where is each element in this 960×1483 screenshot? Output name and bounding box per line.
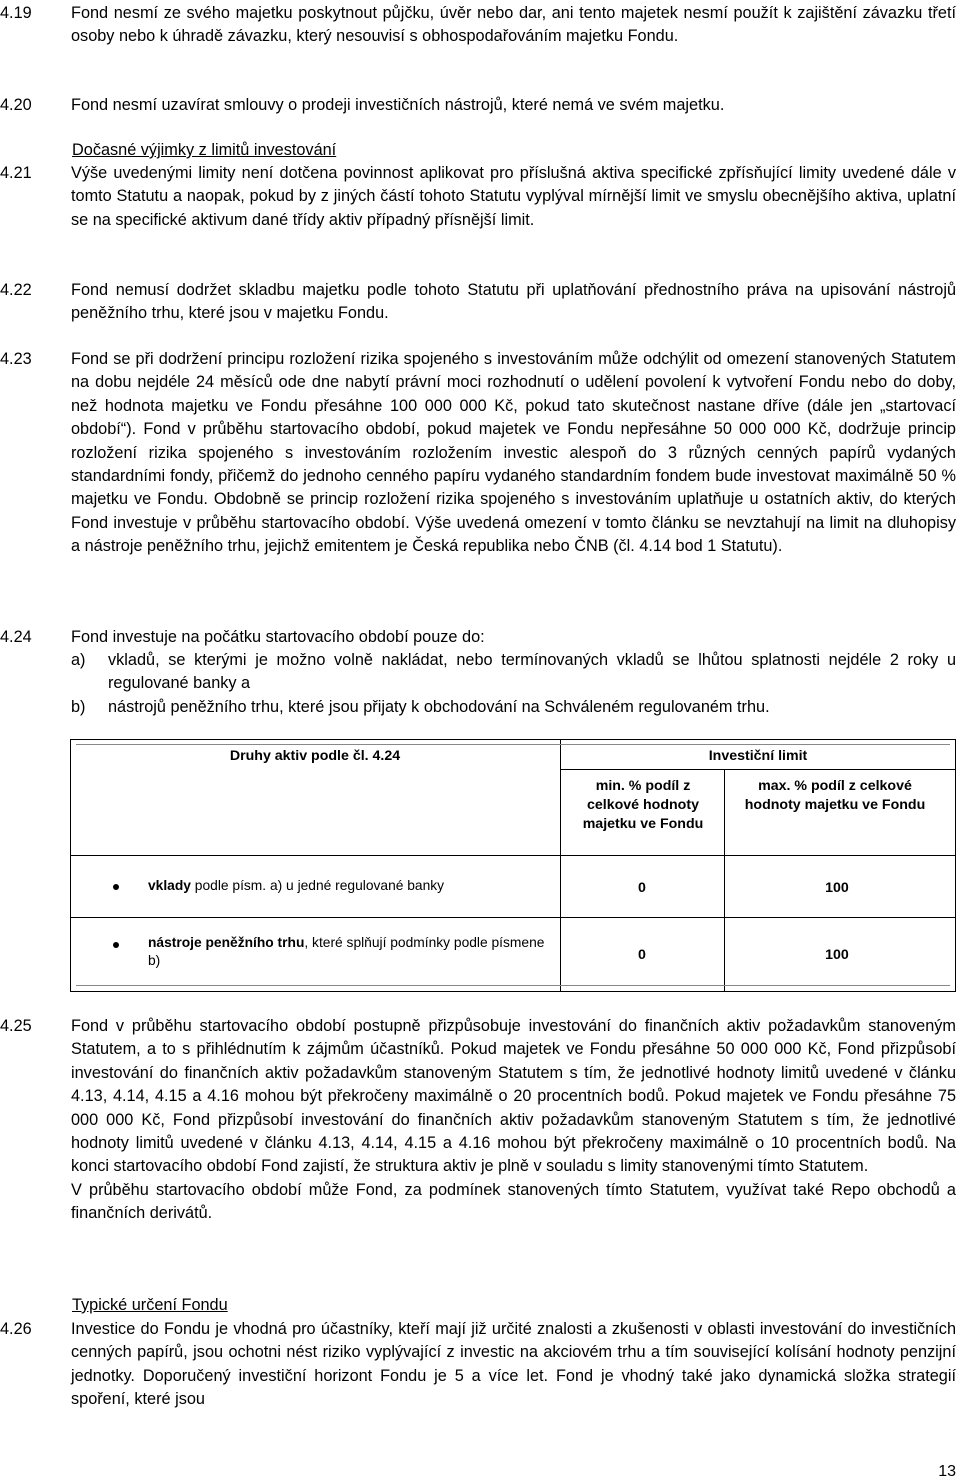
table-row-1-label xyxy=(148,877,558,895)
table-divider xyxy=(70,917,956,918)
row-rest: , které splňují podmínky podle písmene b) xyxy=(148,935,545,968)
table-divider xyxy=(560,739,561,992)
table-row-2-min: 0 xyxy=(638,947,646,963)
header-investment-limit: Investiční limit xyxy=(708,748,808,764)
row-bold: nástroje peněžního trhu xyxy=(148,935,305,950)
table-row-2-label xyxy=(148,934,558,970)
section-text: Investice do Fondu je vhodná pro účastníky, kteří mají již určité znalosti a zkušenosti v oblasti investování do investičních cenných papírů, jsou ochotni nést riziko vyplývající z investic na akciovém trhu a tím související kolísání hodnoty penzijní jednotky. Doporučený investiční horizont Fondu je 5 a více let. Fond je vhodný také jako dynamická složka strategií spoření, které jsou xyxy=(71,1320,956,1409)
table-row-1-max: 100 xyxy=(825,880,849,896)
bullet-icon xyxy=(113,884,119,890)
list-text: vkladů, se kterými je možno volně nakládat, nebo termínovaných vkladů se lhůtou splatnosti nejdéle 2 roky u regulované banky a xyxy=(108,651,956,693)
section-number: 4.22 xyxy=(0,281,32,299)
heading-typical-purpose: Typické určení Fondu xyxy=(72,1296,228,1314)
table-border xyxy=(70,991,956,992)
list-text: nástrojů peněžního trhu, které jsou přijaty k obchodování na Schváleném regulovaném trhu. xyxy=(108,698,770,716)
table-row-2-max: 100 xyxy=(825,947,849,963)
section-text-p1: Fond v průběhu startovacího období postupně přizpůsobuje investování do finančních aktiv požadavkům stanoveným Statutem, a to s přihlédnutím k zájmům účastníků. Pokud majetek ve Fondu přesáhne 50 000 000 Kč, Fond přizpůsobí investování do finančních aktiv požadavkům stanoveným Statutem s tím, že jednotlivé hodnoty limitů uvedené v článku 4.13, 4.14, 4.15 a 4.16 mohou být překročeny maximálně o 20 procentních bodů. Pokud majetek ve Fondu přesáhne 75 000 000 Kč, Fond přizpůsobí investování do finančních aktiv požadavkům stanoveným Statutem s tím, že jednotlivé hodnoty limitů uvedené v článku 4.13, 4.14, 4.15 a 4.16 mohou být překročeny maximálně o 10 procentních bodů. Na konci startovacího období Fond zajistí, že struktura aktiv je plně v souladu s limity stanovenými tímto Statutem. xyxy=(71,1017,956,1176)
table-divider xyxy=(560,769,956,770)
section-text: Fond nesmí uzavírat smlouvy o prodeji investičních nástrojů, které nemá ve svém majetku. xyxy=(71,96,725,114)
table-divider xyxy=(70,855,956,856)
section-number: 4.24 xyxy=(0,628,32,646)
bullet-icon xyxy=(113,942,119,948)
table-border xyxy=(70,739,71,992)
investment-limits-table xyxy=(70,739,956,992)
header-max-share: max. % podíl z celkové hodnoty majetku ve Fondu xyxy=(744,778,926,813)
heading-temporary-exceptions: Dočasné výjimky z limitů investování xyxy=(72,141,337,159)
section-number: 4.19 xyxy=(0,4,32,22)
header-asset-types: Druhy aktiv podle čl. 4.24 xyxy=(229,748,401,764)
row-bold: vklady xyxy=(148,878,191,893)
table-border xyxy=(70,739,956,740)
list-label: b) xyxy=(71,698,86,716)
table-inner-border xyxy=(76,744,950,745)
section-text: Výše uvedenými limity není dotčena povinnost aplikovat pro příslušná aktiva specifické zpřísňující limity uvedené dále v tomto Statutu a naopak, pokud by z jiných částí tohoto Statutu vyplýval mírnější limit ve smyslu obecnějšího aktiva, uplatní se na specifické aktivum dané třídy aktiv případný přísnější limit. xyxy=(71,164,956,229)
table-inner-border xyxy=(76,985,950,986)
section-text: Fond investuje na počátku startovacího období pouze do: xyxy=(71,628,485,646)
table-border xyxy=(955,739,956,992)
section-number: 4.26 xyxy=(0,1320,32,1338)
section-number: 4.21 xyxy=(0,164,32,182)
list-label: a) xyxy=(71,651,86,669)
table-row-1-min: 0 xyxy=(638,880,646,896)
header-min-share: min. % podíl z celkové hodnoty majetku ve Fondu xyxy=(582,778,704,832)
row-rest: podle písm. a) u jedné regulované banky xyxy=(190,878,445,893)
section-text: Fond nesmí ze svého majetku poskytnout půjčku, úvěr nebo dar, ani tento majetek nesmí použít k zajištění závazku třetí osoby nebo k úhradě závazku, který nesouvisí s obhospodařováním majetku Fondu. xyxy=(71,4,956,46)
section-text: Fond se při dodržení principu rozložení rizika spojeného s investováním může odchýlit od omezení stanovených Statutem na dobu nejdéle 24 měsíců ode dne nabytí právní moci rozhodnutí o udělení povolení k vytvoření Fondu nebo do doby, než hodnota majetku ve Fondu přesáhne 100 000 000 Kč, pokud tato skutečnost nastane dříve (dále jen „startovací období“). Fond v průběhu startovacího období, pokud majetek ve Fondu nepřesáhne 50 000 000 Kč, dodržuje princip rozložení rizika spojeného s investováním rozložením investic alespoň do 3 různých cenných papírů vydaných standardními fondy, přičemž do jednoho cenného papíru vydaného standardním fondem bude investovat maximálně 50 % majetku ve Fondu. Obdobně se princip rozložení rizika spojeného s investováním uplatňuje u ostatních aktiv, do kterých Fond investuje v průběhu startovacího období. Výše uvedená omezení v tomto článku se nevztahují na limit na dluhopisy a nástroje peněžního trhu, jejichž emitentem je Česká republika nebo ČNB (čl. 4.14 bod 1 Statutu). xyxy=(71,350,956,556)
page-number: 13 xyxy=(938,1463,956,1480)
section-number: 4.25 xyxy=(0,1017,32,1035)
section-number: 4.20 xyxy=(0,96,32,114)
table-divider xyxy=(724,769,725,992)
section-text: Fond nemusí dodržet skladbu majetku podle tohoto Statutu při uplatňování přednostního práva na upisování nástrojů peněžního trhu, které jsou v majetku Fondu. xyxy=(71,281,956,323)
section-number: 4.23 xyxy=(0,350,32,368)
section-text xyxy=(71,1015,956,1226)
section-text-p2: V průběhu startovacího období může Fond, za podmínek stanovených tímto Statutem, využívat také Repo obchodů a finančních derivátů. xyxy=(71,1180,956,1223)
